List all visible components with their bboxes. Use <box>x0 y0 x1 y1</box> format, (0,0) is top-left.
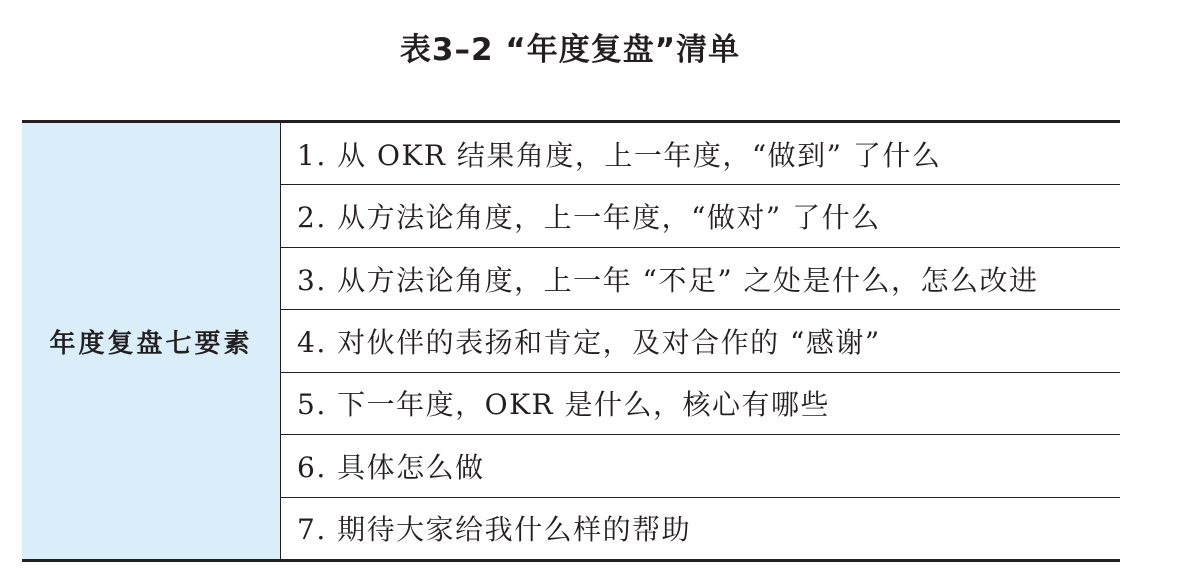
table-row: 4. 对伙伴的表扬和肯定，及对合作的 “感谢” <box>281 310 1120 372</box>
table-row: 5. 下一年度，OKR 是什么，核心有哪些 <box>281 373 1120 435</box>
table-row: 3. 从方法论角度，上一年 “不足” 之处是什么，怎么改进 <box>281 248 1120 310</box>
table-title: 表3–2 “年度复盘”清单 <box>399 32 741 68</box>
checklist-table <box>22 120 1120 562</box>
table-row: 2. 从方法论角度，上一年度，“做对” 了什么 <box>281 185 1120 247</box>
table-row: 1. 从 OKR 结果角度，上一年度，“做到” 了什么 <box>281 123 1120 185</box>
row-header-label: 年度复盘七要素 <box>49 328 253 359</box>
table-row: 6. 具体怎么做 <box>281 435 1120 497</box>
row-header-cell <box>22 123 281 559</box>
items-column <box>281 123 1120 559</box>
table-row: 7. 期待大家给我什么样的帮助 <box>297 513 692 547</box>
